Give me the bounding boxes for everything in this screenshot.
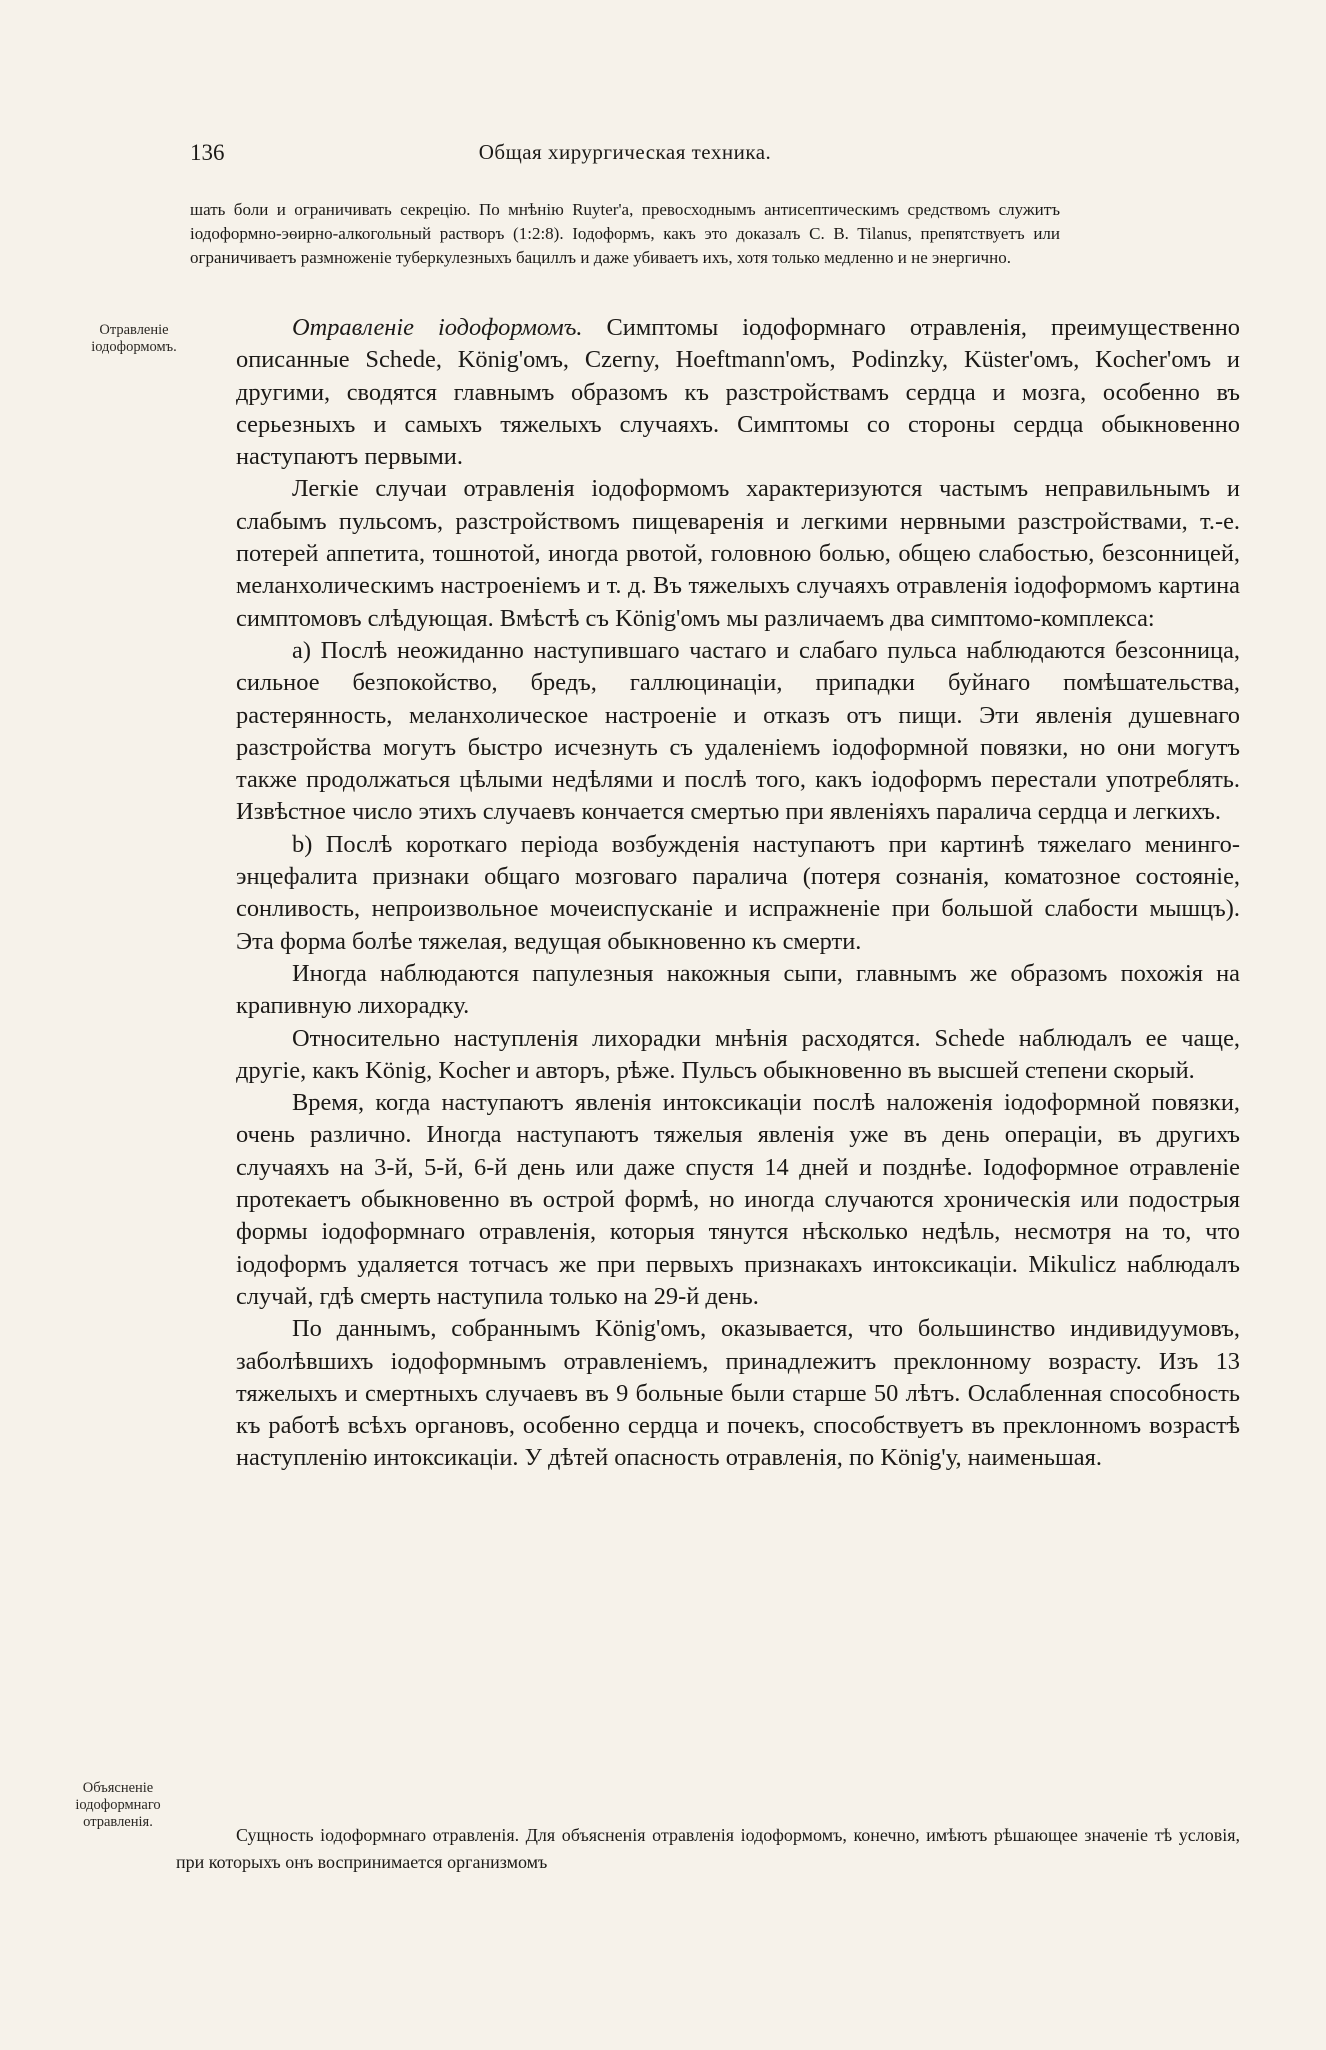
paragraph-3: a) Послѣ неожиданно наступившаго частаго и слабаго пульса наблюдаются безсонница, сильное безпокойство, бредъ, галлюцинаціи, припадки буйнаго помѣшательства, растерянность, меланхолическое настроеніе и отказъ отъ пищи. Эти явленія душевнаго разстройства могутъ быстро исчезнуть съ удаленіемъ іодоформной повязки, но они могутъ также продолжаться цѣлыми недѣлями и послѣ того, какъ іодоформъ перестали употреблять. Извѣстное число этихъ случаевъ кончается смертью при явленіяхъ паралича сердца и легкихъ. <box>236 636 1240 826</box>
intro-paragraph <box>190 198 1060 270</box>
intro-text: шать боли и ограничивать секрецію. По мнѣнію Ruyter'а, превосходнымъ антисептическимъ средствомъ служитъ іодоформно-эѳирно-алкогольный растворъ (1:2:8). Іодоформъ, какъ это доказалъ C. B. Tilanus, препятствуетъ или ограничиваетъ размноженіе туберкулезныхъ бациллъ и даже убиваетъ ихъ, хотя только медленно и не энергично. <box>190 200 1060 267</box>
page-number: 136 <box>190 140 225 165</box>
paragraph-7: Время, когда наступаютъ явленія интоксикаціи послѣ наложенія іодоформной повязки, очень различно. Иногда наступаютъ тяжелыя явленія уже въ день операціи, въ другихъ случаяхъ на 3-й, 5-й, 6-й день или даже спустя 14 дней и позднѣе. Іодоформное отравленіе протекаетъ обыкновенно въ острой формѣ, но иногда случаются хроническія или подострыя формы іодоформнаго отравленія, которыя тянутся нѣсколько недѣль, несмотря на то, что іодоформъ удаляется тотчасъ же при первыхъ признакахъ интоксикаціи. Mikulicz наблюдалъ случай, гдѣ смерть наступила только на 29-й день. <box>236 1089 1240 1310</box>
paragraph-1 <box>236 312 1240 473</box>
paragraph-6: Относительно наступленія лихорадки мнѣнія расходятся. Schede наблюдалъ ее чаще, другіе, какъ König, Kocher и авторъ, рѣже. Пульсъ обыкновенно въ высшей степени скорый. <box>236 1024 1240 1084</box>
running-title: Общая хирургическая техника. <box>478 140 772 164</box>
paragraph-9: Сущность іодоформнаго отравленія. Для объясненія отравленія іодоформомъ, конечно, имѣютъ рѣшающее значеніе тѣ условія, при которыхъ онъ воспринимается организмомъ <box>176 1825 1240 1872</box>
main-text <box>236 312 1240 1475</box>
page-header <box>190 140 1060 170</box>
margin-note-poisoning: Отравленіе іодоформомъ. <box>91 322 177 355</box>
paragraph-2: Легкіе случаи отравленія іодоформомъ характеризуются частымъ неправильнымъ и слабымъ пульсомъ, разстройствомъ пищеваренія и легкими нервными разстройствами, т.-е. потерей аппетита, тошнотой, иногда рвотой, головною болью, общею слабостью, безсонницей, меланхолическимъ настроеніемъ и т. д. Въ тяжелыхъ случаяхъ отравленія іодоформомъ картина симптомовъ слѣдующая. Вмѣстѣ съ König'омъ мы различаемъ два симптомо-комплекса: <box>236 475 1240 632</box>
closing-paragraph <box>176 1822 1240 1876</box>
paragraph-1-heading: Отравленіе іодоформомъ. <box>292 314 583 341</box>
paragraph-5: Иногда наблюдаются папулезныя накожныя сыпи, главнымъ же образомъ похожія на крапивную лихорадку. <box>236 959 1240 1020</box>
margin-note-explanation: Объясненіе іодоформнаго отравленія. <box>75 1780 161 1830</box>
paragraph-1-body: Симптомы іодоформнаго отравленія, преимущественно описанные Schede, König'омъ, Czerny, Hoeftmann'омъ, Podinzky, Küster'омъ, Kocher'омъ и другими, сводятся главнымъ образомъ къ разстройствамъ сердца и мозга, особенно въ серьезныхъ и самыхъ тяжелыхъ случаяхъ. Симптомы со стороны сердца обыкновенно наступаютъ первыми. <box>236 314 1240 471</box>
paragraph-4: b) Послѣ короткаго періода возбужденія наступаютъ при картинѣ тяжелаго менинго-энцефалита признаки общаго мозговаго паралича (потеря сознанія, коматозное состояніе, сонливость, непроизвольное мочеиспусканіе и испражненіе при большой слабости мышцъ). Эта форма болѣе тяжелая, ведущая обыкновенно къ смерти. <box>236 830 1240 955</box>
paragraph-8: По даннымъ, собраннымъ König'омъ, оказывается, что большинство индивидуумовъ, заболѣвшихъ іодоформнымъ отравленіемъ, принадлежитъ преклонному возрасту. Изъ 13 тяжелыхъ и смертныхъ случаевъ въ 9 больные были старше 50 лѣтъ. Ослабленная способность къ работѣ всѣхъ органовъ, особенно сердца и почекъ, способствуетъ въ преклонномъ возрастѣ наступленію интоксикаціи. У дѣтей опасность отравленія, по König'у, наименьшая. <box>236 1315 1240 1472</box>
